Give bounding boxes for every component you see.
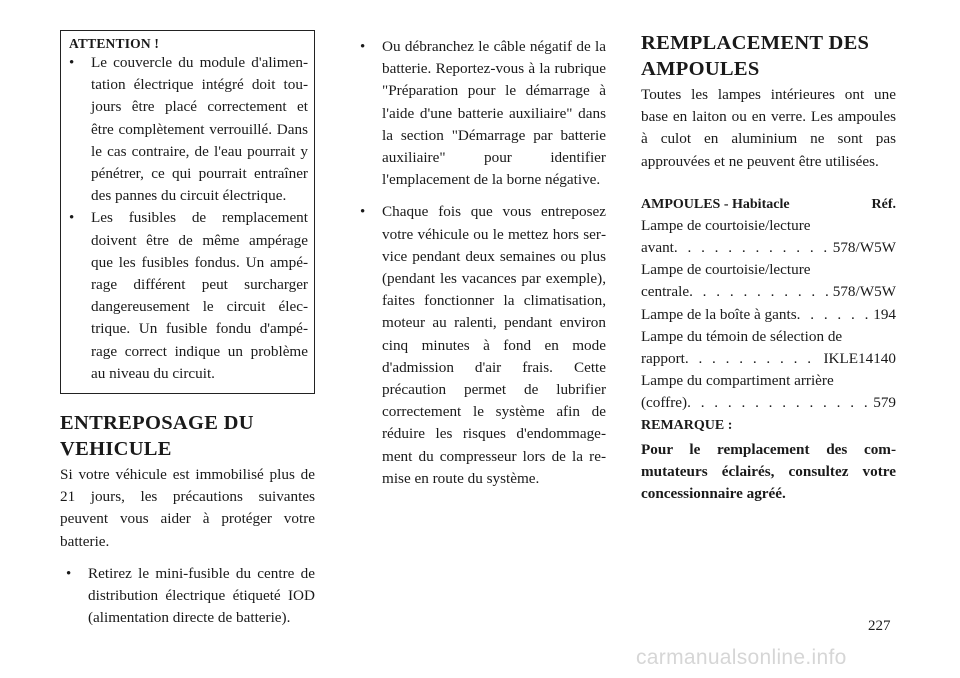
- right-column: [641, 30, 896, 505]
- lamp-row: [641, 281, 896, 303]
- leader-dots: [689, 281, 829, 303]
- warning-title: ATTENTION !: [69, 36, 160, 51]
- middle-column: [354, 36, 606, 500]
- lamp-row: [641, 348, 896, 370]
- lamp-ref: 579: [873, 394, 896, 412]
- lamp-entry: [641, 370, 896, 414]
- storage-list-part1: [60, 563, 315, 630]
- warning-box: [60, 30, 315, 394]
- storage-item: • Chaque fois que vous entreposez votre véhicule ou le mettez hors service pendant deux semaines ou plus (pendant les vacances par exemple), faites fonctionner la climatisation, moteur au ralenti, pendant environ cinq minutes à fond en mode d'admission d'air frais. Cette précaution permet de lubrifier correctement le système afin de réduire les risques d'endommagement du compresseur lors de la remise en route du système.: [354, 201, 606, 490]
- storage-item: • Ou débranchez le câble négatif de la batterie. Reportez-vous à la rubrique "Préparation pour le démarrage à l'aide d'une batterie auxiliaire" dans la section "Démarrage par batterie auxiliaire" pour identifier l'emplacement de la borne négative.: [354, 36, 606, 191]
- note-body: Pour le remplacement des commutateurs éclairés, consultez votre concessionnaire agréé.: [641, 440, 896, 503]
- lamp-name: Lampe du compartiment arrière: [641, 372, 834, 390]
- lamp-name: Lampe du témoin de sélection de: [641, 327, 843, 345]
- lamp-ref: IKLE14140: [823, 350, 896, 368]
- leader-dots: [797, 304, 870, 326]
- lamp-entry: [641, 259, 896, 303]
- bulbs-table-header: [641, 195, 896, 215]
- bulbs-table-ref-header: Réf.: [871, 196, 896, 212]
- bulbs-intro: Toutes les lampes intérieures ont une base en laiton ou en verre. Les ampoules à culot en aluminium ne sont pas approuvées et ne peuvent être utilisées.: [641, 86, 896, 170]
- warning-item: • Les fusibles de remplacement doivent être de même ampérage que les fusibles fondus. Un ampérage différent peut surcharger dangereusement le circuit électrique. Un fusible fondu d'ampérage correct indique un problème au niveau du circuit.: [67, 207, 308, 385]
- watermark: carmanualsonline.info: [636, 646, 847, 669]
- lamp-entry: [641, 304, 896, 326]
- lamp-name-cont: (coffre): [641, 394, 688, 412]
- lamp-name-cont: rapport: [641, 350, 685, 368]
- bulbs-table-title: AMPOULES - Habitacle: [641, 196, 790, 212]
- leader-dots: [687, 392, 869, 414]
- leader-dots: [685, 348, 820, 370]
- lamp-row: [641, 304, 896, 326]
- lamp-entry: [641, 326, 896, 370]
- lamp-entry: [641, 215, 896, 259]
- leader-dots: [674, 237, 829, 259]
- bulbs-heading: REMPLACEMENT DES AMPOULES: [641, 32, 870, 80]
- left-column: [60, 30, 315, 629]
- lamp-name: Lampe de courtoisie/lecture: [641, 216, 811, 234]
- lamp-name: Lampe de courtoisie/lecture: [641, 261, 811, 279]
- storage-list-part2: [354, 36, 606, 490]
- lamp-name-cont: avant: [641, 239, 674, 257]
- lamp-name-cont: centrale: [641, 283, 690, 301]
- storage-heading: ENTREPOSAGE DU VEHICULE: [60, 412, 254, 461]
- lamp-row: [641, 392, 896, 414]
- lamp-row: [641, 237, 896, 259]
- warning-item: • Le couvercle du module d'alimentation électrique intégré doit toujours être placé correctement et être complètement verrouillé. Dans le cas contraire, de l'eau pourrait y pénétrer, ce qui pourrait entraîner des pannes du circuit électrique.: [67, 52, 308, 207]
- note-title: REMARQUE :: [641, 417, 733, 433]
- lamp-name-cont: Lampe de la boîte à gants: [641, 305, 797, 323]
- warning-list: [67, 52, 308, 385]
- page-number: 227: [868, 618, 891, 634]
- lamp-ref: 578/W5W: [832, 283, 896, 301]
- lamp-ref: 194: [873, 305, 896, 323]
- lamp-ref: 578/W5W: [832, 239, 896, 257]
- storage-item: • Retirez le mini-fusible du centre de distribution électrique étiqueté IOD (alimentation directe de batterie).: [60, 563, 315, 630]
- storage-intro: Si votre véhicule est immobilisé plus de 21 jours, les précautions suivantes peuvent vous aider à protéger votre batterie.: [60, 466, 315, 550]
